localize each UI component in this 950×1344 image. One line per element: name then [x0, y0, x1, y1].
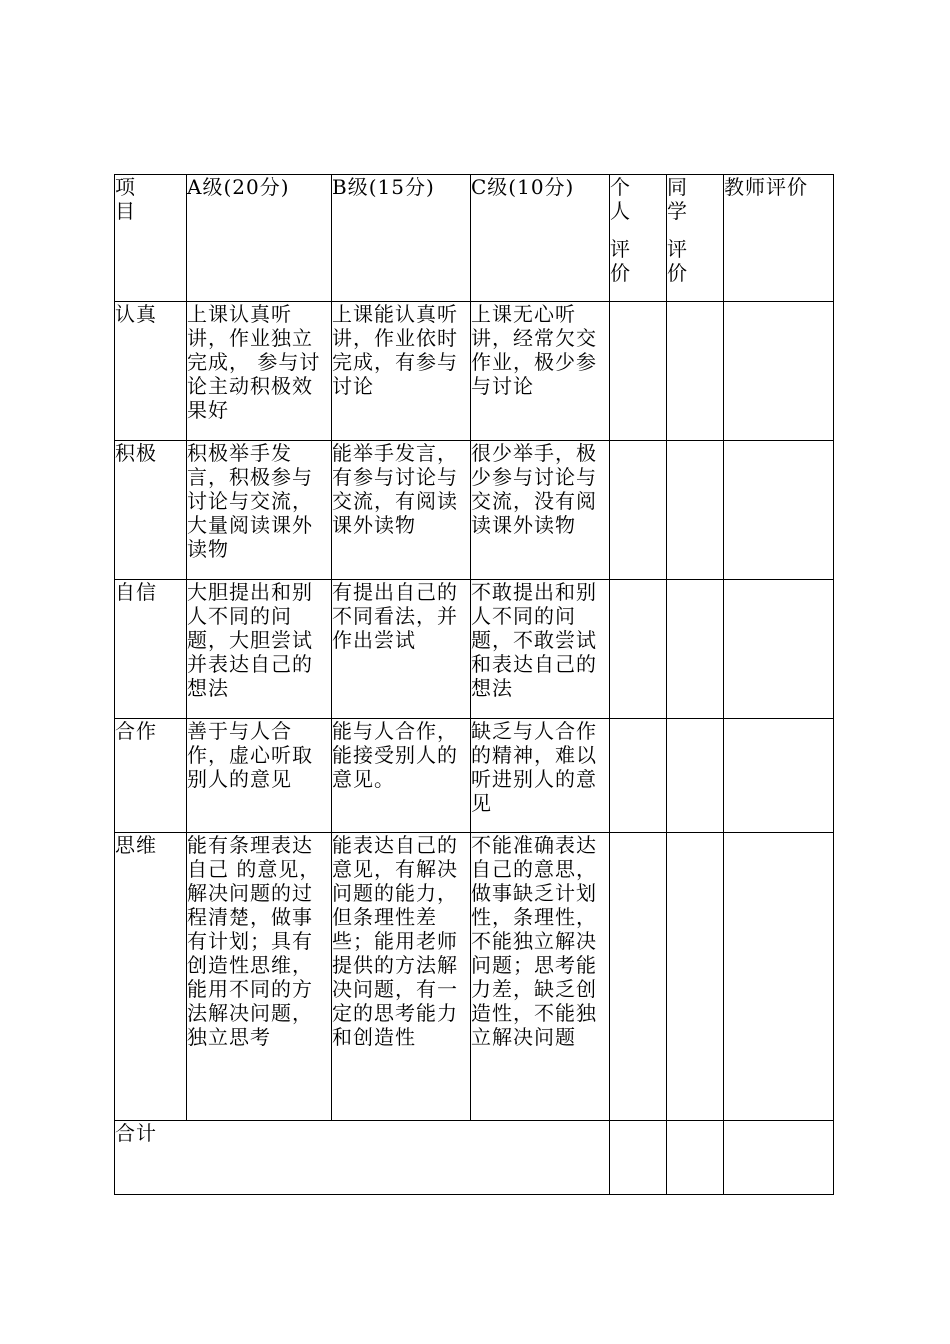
header-peer-eval	[667, 175, 724, 302]
peer-eval-cell[interactable]	[667, 302, 724, 441]
teacher-eval-cell[interactable]	[724, 580, 834, 719]
header-teacher-eval: 教师评价	[724, 175, 834, 302]
row-grade-c-desc: 很少举手，极少参与讨论与交流，没有阅读课外读物	[471, 441, 610, 580]
peer-eval-cell[interactable]	[667, 580, 724, 719]
total-label: 合计	[115, 1121, 610, 1195]
table-row	[115, 302, 834, 441]
self-eval-cell[interactable]	[610, 833, 667, 1121]
row-item-label: 思维	[115, 833, 187, 1121]
self-eval-cell[interactable]	[610, 719, 667, 833]
evaluation-table	[114, 174, 834, 1195]
row-grade-b-desc: 能举手发言，有参与讨论与交流，有阅读课外读物	[332, 441, 471, 580]
teacher-eval-cell[interactable]	[724, 833, 834, 1121]
total-row	[115, 1121, 834, 1195]
header-grade-c: C级(10分)	[471, 175, 610, 302]
teacher-eval-total-cell[interactable]	[724, 1121, 834, 1195]
peer-eval-cell[interactable]	[667, 833, 724, 1121]
header-self-eval-top: 个人	[610, 175, 631, 223]
row-grade-b-desc: 能表达自己的意见，有解决问题的能力，但条理性差些；能用老师提供的方法解决问题，有一定的思考能力和创造性	[332, 833, 471, 1121]
header-item-label: 项目	[115, 175, 136, 223]
row-grade-a-desc: 大胆提出和别人不同的问题，大胆尝试并表达自己的想法	[187, 580, 332, 719]
row-item-label: 合作	[115, 719, 187, 833]
row-grade-a-desc: 善于与人合作，虚心听取别人的意见	[187, 719, 332, 833]
teacher-eval-cell[interactable]	[724, 302, 834, 441]
header-row	[115, 175, 834, 302]
row-grade-a-desc: 上课认真听讲，作业独立完成， 参与讨论主动积极效果好	[187, 302, 332, 441]
header-peer-eval-top: 同学	[667, 175, 688, 223]
self-eval-cell[interactable]	[610, 580, 667, 719]
row-item-label: 积极	[115, 441, 187, 580]
header-item	[115, 175, 187, 302]
row-grade-c-desc: 缺乏与人合作的精神，难以听进别人的意见	[471, 719, 610, 833]
header-peer-eval-bottom: 评价	[667, 237, 688, 285]
table-row	[115, 580, 834, 719]
table-row	[115, 833, 834, 1121]
peer-eval-cell[interactable]	[667, 441, 724, 580]
header-grade-b: B级(15分)	[332, 175, 471, 302]
peer-eval-total-cell[interactable]	[667, 1121, 724, 1195]
row-grade-a-desc: 积极举手发言，积极参与讨论与交流，大量阅读课外读物	[187, 441, 332, 580]
table-row	[115, 441, 834, 580]
row-grade-c-desc: 不能准确表达自己的意思，做事缺乏计划性，条理性，不能独立解决问题；思考能力差，缺乏创造性，不能独立解决问题	[471, 833, 610, 1121]
self-eval-total-cell[interactable]	[610, 1121, 667, 1195]
row-grade-b-desc: 有提出自己的不同看法，并作出尝试	[332, 580, 471, 719]
peer-eval-cell[interactable]	[667, 719, 724, 833]
header-self-eval	[610, 175, 667, 302]
row-item-label: 认真	[115, 302, 187, 441]
row-grade-c-desc: 上课无心听讲，经常欠交作业，极少参与讨论	[471, 302, 610, 441]
teacher-eval-cell[interactable]	[724, 719, 834, 833]
table-row	[115, 719, 834, 833]
row-grade-c-desc: 不敢提出和别人不同的问题，不敢尝试和表达自己的想法	[471, 580, 610, 719]
row-grade-a-desc: 能有条理表达自己 的意见，解决问题的过程清楚，做事有计划；具有创造性思维，能用不同的方法解决问题，独立思考	[187, 833, 332, 1121]
row-item-label: 自信	[115, 580, 187, 719]
row-grade-b-desc: 上课能认真听讲，作业依时完成，有参与讨论	[332, 302, 471, 441]
teacher-eval-cell[interactable]	[724, 441, 834, 580]
self-eval-cell[interactable]	[610, 441, 667, 580]
header-grade-a: A级(20分)	[187, 175, 332, 302]
header-self-eval-bottom: 评价	[610, 237, 631, 285]
row-grade-b-desc: 能与人合作，能接受别人的意见。	[332, 719, 471, 833]
self-eval-cell[interactable]	[610, 302, 667, 441]
